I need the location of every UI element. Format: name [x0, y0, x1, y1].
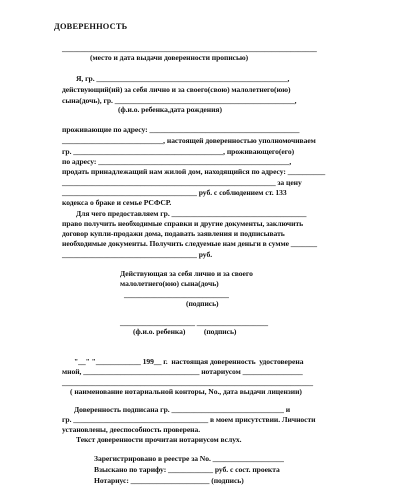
place-date-caption: (место и дата выдачи доверенности прописью)	[90, 53, 249, 62]
body-line: кодекса о браке и семье РСФСР.	[62, 198, 172, 207]
place-date-line: ____________________________________________________________________	[62, 44, 317, 53]
notary-line: "__" "____________ 199__ г. настоящая доверенность удостоверена	[74, 357, 304, 366]
body-line: Я, гр. ___________________________________________________,	[76, 74, 290, 83]
registry-line: Зарегистрировано в реестре за No. ___________________	[94, 454, 284, 463]
attestation-line: Доверенность подписана гр. ______________________________ и	[74, 405, 291, 414]
body-line: гр. ________________________________________, проживающего(его)	[62, 147, 295, 156]
body-line: ____________________________________ руб.	[62, 250, 213, 259]
attestation-line: установлены, дееспособность проверена.	[62, 425, 201, 434]
signature-caption: (подпись)	[186, 299, 219, 308]
body-line: договор купли-продажи дома, подавать заявления и подписывать	[62, 229, 285, 238]
document-title: ДОВЕРЕННОСТЬ	[54, 22, 128, 31]
body-line: право получить необходимые справки и другие документы, заключить	[62, 219, 304, 228]
body-line: ____________________________________ руб. с соблюдением ст. 133	[62, 188, 287, 197]
child-caption: (ф.и.о. ребенка,дата рождения)	[118, 105, 222, 114]
tariff-line: Взыскано по тарифу: ____________ руб. с сост. проекта	[94, 465, 280, 474]
body-line: необходимые документы. Получить следуемые нам деньги в сумме _______	[62, 239, 318, 248]
body-line: ___________________________, настоящей доверенностью уполномочиваем	[62, 136, 316, 145]
body-line: Для чего предоставляем гр. ____________________________________	[76, 209, 307, 218]
notary-line: мной, _______________________________ нотариусом ________________	[62, 367, 303, 376]
signature-heading: Действующая за себя лично и за своего	[120, 269, 253, 278]
body-line: _________________________________________________________ за цену	[62, 178, 302, 187]
notary-caption: ( наименование нотариальной конторы, No., дата выдачи лицензии)	[70, 387, 302, 396]
body-line: по адресу: ___________________________________________________,	[62, 157, 292, 166]
notary-signature-line: Нотариус: _____________________ (подпись)	[94, 476, 244, 485]
notary-line: ___________________________________________________________________	[62, 378, 314, 387]
signature-caption: (ф.и.о. ребенка) (подпись)	[133, 327, 237, 336]
attestation-line: гр. ____________________________________ в моем присутствии. Личности	[62, 415, 316, 424]
attestation-line: Текст доверенности прочитан нотариусом вслух.	[76, 435, 242, 444]
body-line: сына(дочь), гр. ________________________________________________,	[62, 96, 297, 105]
signature-line: ____________________ ___________________	[120, 318, 268, 327]
signature-line: ____________________________	[124, 290, 229, 299]
signature-heading: малолетнего(юю) сына(дочь)	[120, 279, 219, 288]
body-line: продать принадлежащий нам жилой дом, находящийся по адресу: __________	[62, 167, 326, 176]
body-line: действующий(ий) за себя лично и за своего(свою) малолетнего(юю)	[62, 85, 291, 94]
body-line: проживающие по адресу: ________________________________________	[62, 125, 300, 134]
